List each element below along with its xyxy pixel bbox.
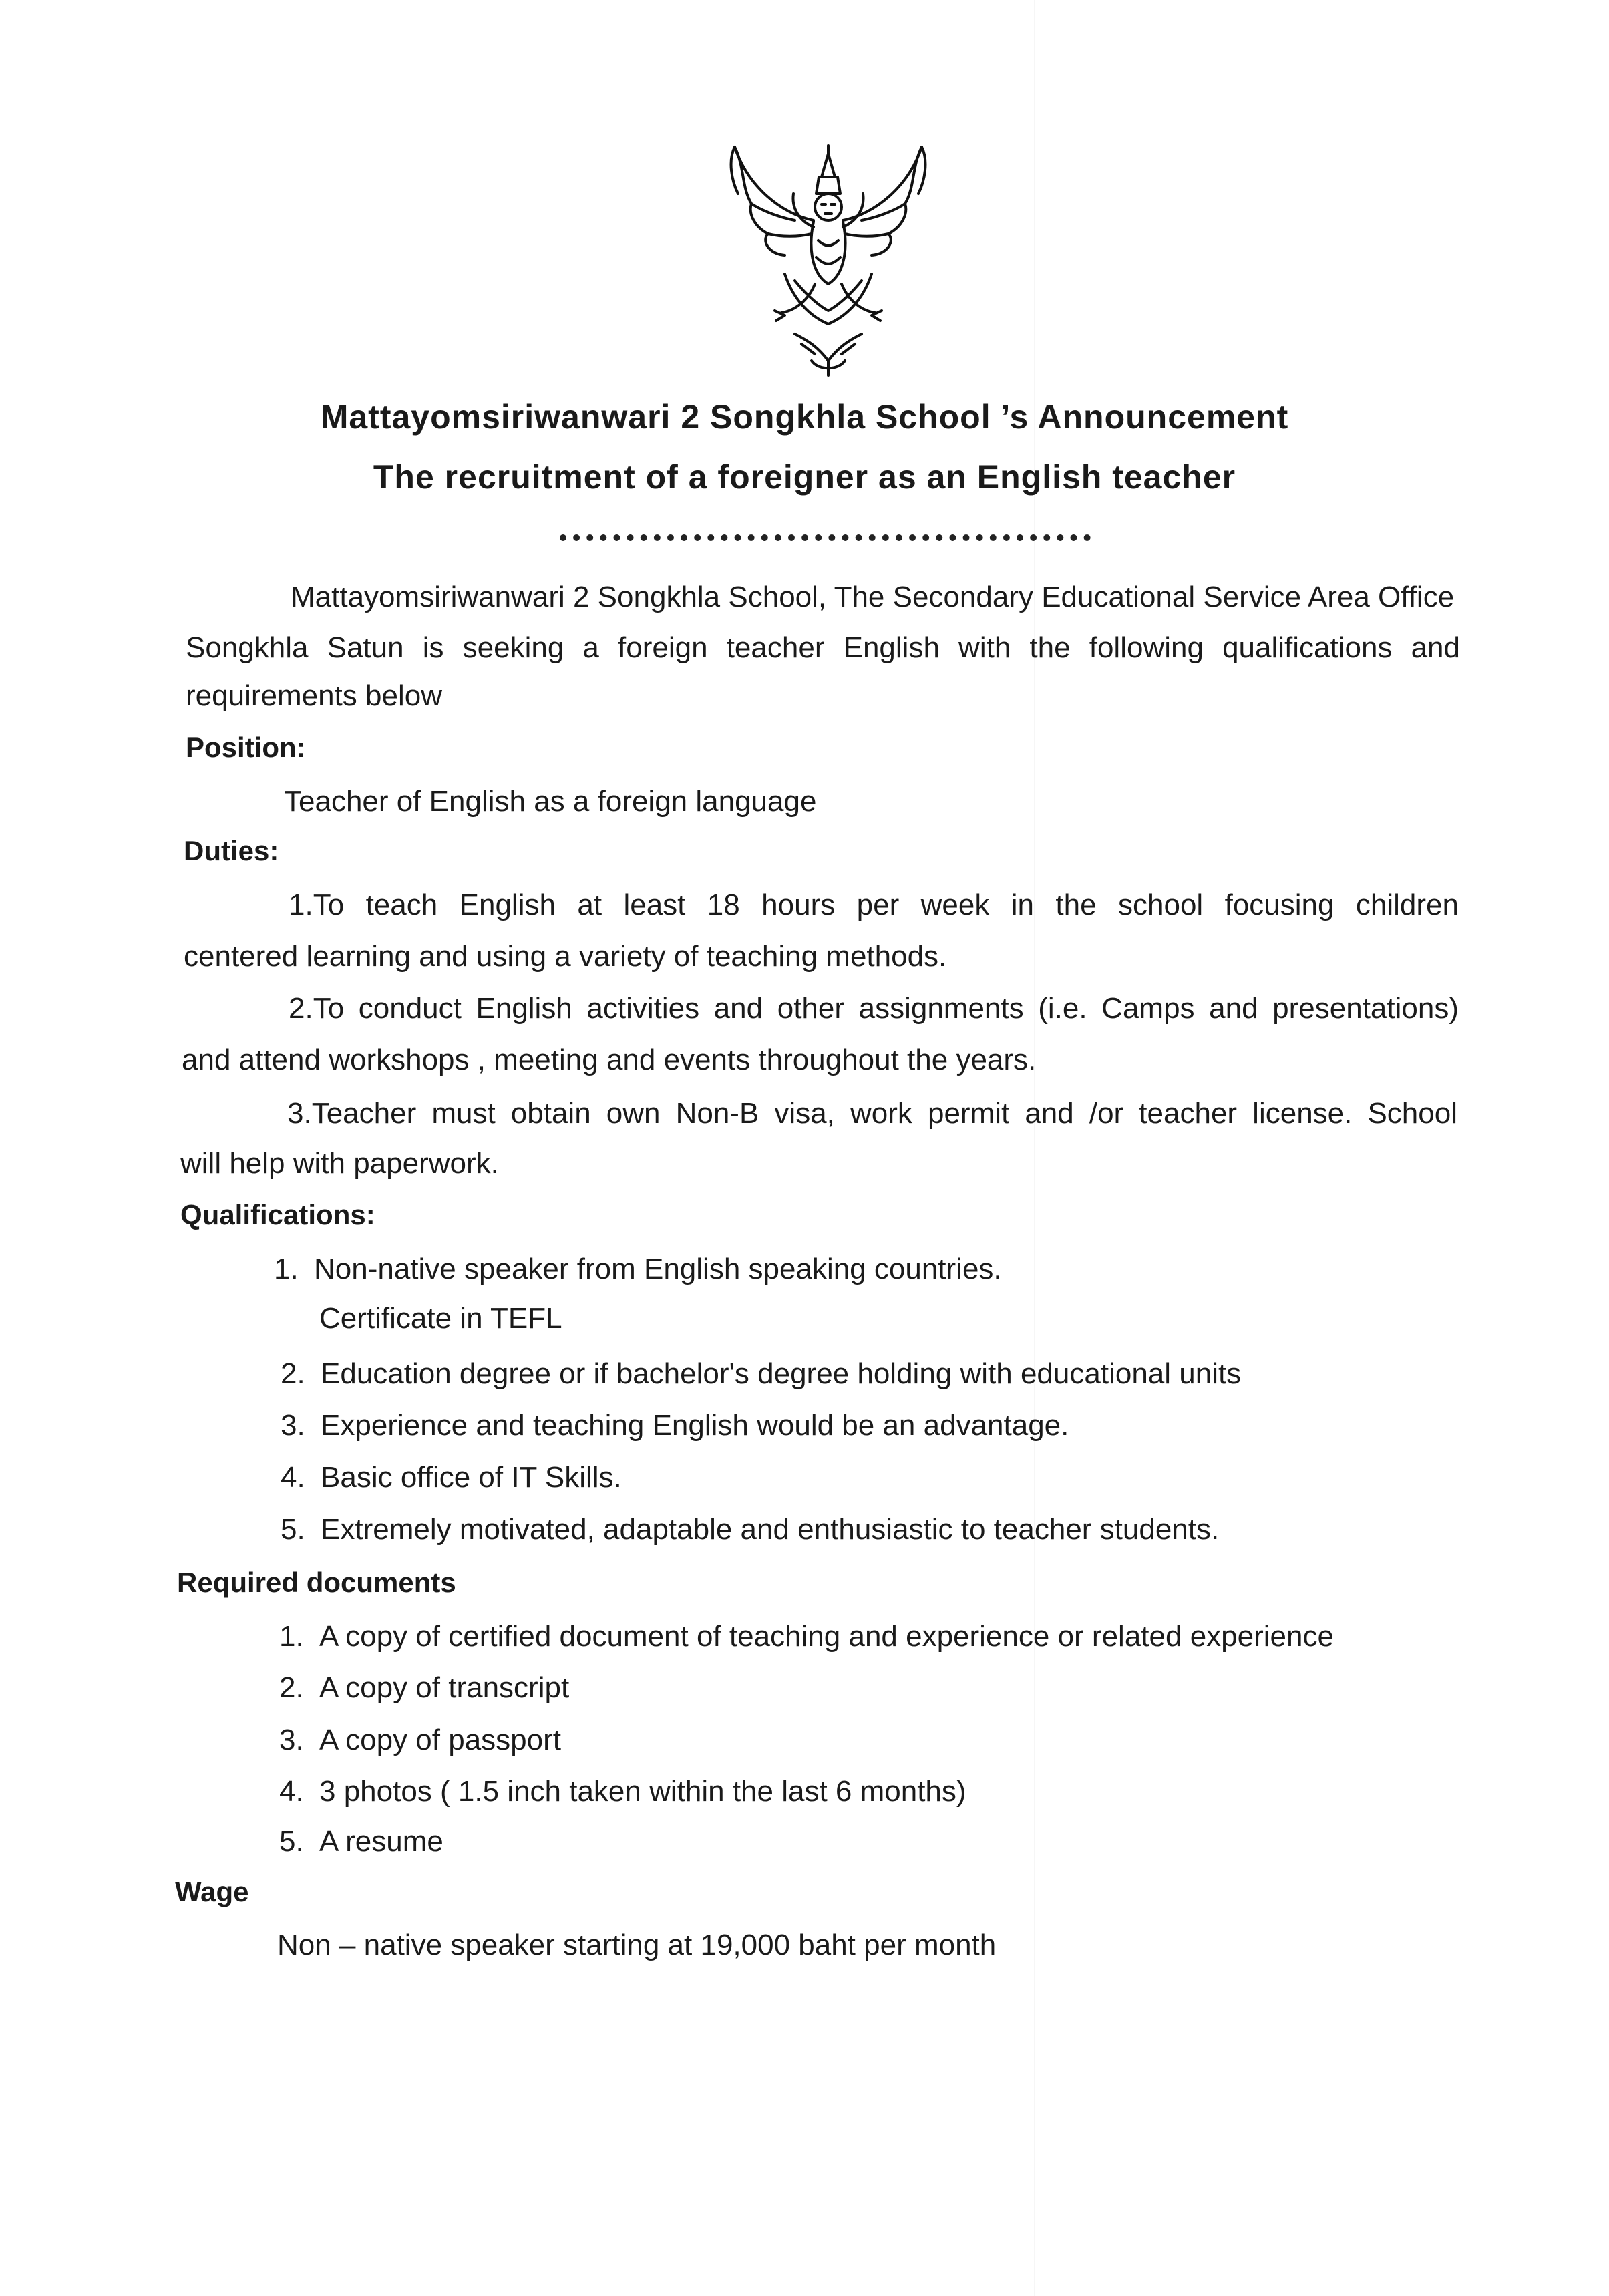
item-text: A copy of transcript bbox=[319, 1671, 570, 1704]
item-number: 4. bbox=[279, 1775, 304, 1808]
duty-1-line-1: 1.To teach English at least 18 hours per week in the school focusing children bbox=[289, 888, 1459, 921]
item-text: Experience and teaching English would be an advantage. bbox=[321, 1409, 1069, 1442]
intro-line-1: Mattayomsiriwanwari 2 Songkhla School, The Secondary Educational Service Area Office bbox=[291, 581, 1455, 613]
item-number: 3. bbox=[279, 1724, 304, 1756]
duties-heading: Duties: bbox=[184, 835, 279, 866]
item-text: A copy of certified document of teaching and experience or related experience bbox=[319, 1620, 1334, 1653]
intro-line-2: Songkhla Satun is seeking a foreign teacher English with the following qualifications and bbox=[186, 631, 1460, 664]
item-number: 3. bbox=[281, 1409, 305, 1442]
document-item bbox=[279, 1777, 966, 1806]
duty-1-line-2: centered learning and using a variety of teaching methods. bbox=[184, 940, 947, 973]
item-text: A copy of passport bbox=[319, 1724, 561, 1756]
item-text: Basic office of IT Skills. bbox=[321, 1461, 622, 1494]
announcement-title: Mattayomsiriwanwari 2 Songkhla School ’s Announcement bbox=[320, 398, 1289, 436]
garuda-emblem bbox=[721, 140, 935, 381]
announcement-subtitle: The recruitment of a foreigner as an English teacher bbox=[373, 458, 1236, 496]
document-item bbox=[279, 1673, 569, 1703]
wage-heading: Wage bbox=[175, 1876, 249, 1907]
item-text: Education degree or if bachelor's degree holding with educational units bbox=[321, 1357, 1242, 1390]
item-number: 5. bbox=[279, 1825, 304, 1858]
item-number: 2. bbox=[279, 1671, 304, 1704]
duty-3-line-2: will help with paperwork. bbox=[180, 1147, 499, 1180]
duty-2-line-2: and attend workshops , meeting and events throughout the years. bbox=[182, 1043, 1037, 1076]
wage-text: Non – native speaker starting at 19,000 baht per month bbox=[277, 1929, 997, 1961]
item-text: Extremely motivated, adaptable and enthusiastic to teacher students. bbox=[321, 1513, 1220, 1546]
qualification-item bbox=[281, 1463, 622, 1492]
qualification-item bbox=[281, 1411, 1069, 1440]
duty-3-line-1: 3.Teacher must obtain own Non-B visa, work permit and /or teacher license. School bbox=[287, 1097, 1457, 1130]
documents-heading: Required documents bbox=[177, 1567, 456, 1598]
item-text: A resume bbox=[319, 1825, 443, 1858]
intro-line-3: requirements below bbox=[186, 679, 442, 712]
qualifications-heading: Qualifications: bbox=[180, 1199, 375, 1231]
document-item bbox=[279, 1827, 443, 1856]
item-text: Non-native speaker from English speaking countries. bbox=[314, 1253, 1002, 1285]
item-number: 2. bbox=[281, 1357, 305, 1390]
item-number: 1. bbox=[274, 1253, 299, 1285]
qualification-item bbox=[281, 1359, 1241, 1389]
qualification-item bbox=[274, 1255, 1002, 1284]
document-item bbox=[279, 1622, 1334, 1651]
scan-fold-line bbox=[1034, 0, 1035, 2296]
document-item bbox=[279, 1726, 561, 1755]
item-number: 1. bbox=[279, 1620, 304, 1653]
qualification-item bbox=[319, 1304, 562, 1333]
item-text: 3 photos ( 1.5 inch taken within the last 6 months) bbox=[319, 1775, 966, 1808]
item-number: 4. bbox=[281, 1461, 305, 1494]
position-text: Teacher of English as a foreign language bbox=[284, 785, 817, 818]
qualification-item bbox=[281, 1515, 1219, 1544]
dotted-divider bbox=[560, 534, 1091, 546]
position-heading: Position: bbox=[186, 731, 306, 763]
item-number: 5. bbox=[281, 1513, 305, 1546]
item-text: Certificate in TEFL bbox=[319, 1302, 562, 1335]
duty-2-line-1: 2.To conduct English activities and other assignments (i.e. Camps and presentations) bbox=[289, 992, 1459, 1025]
